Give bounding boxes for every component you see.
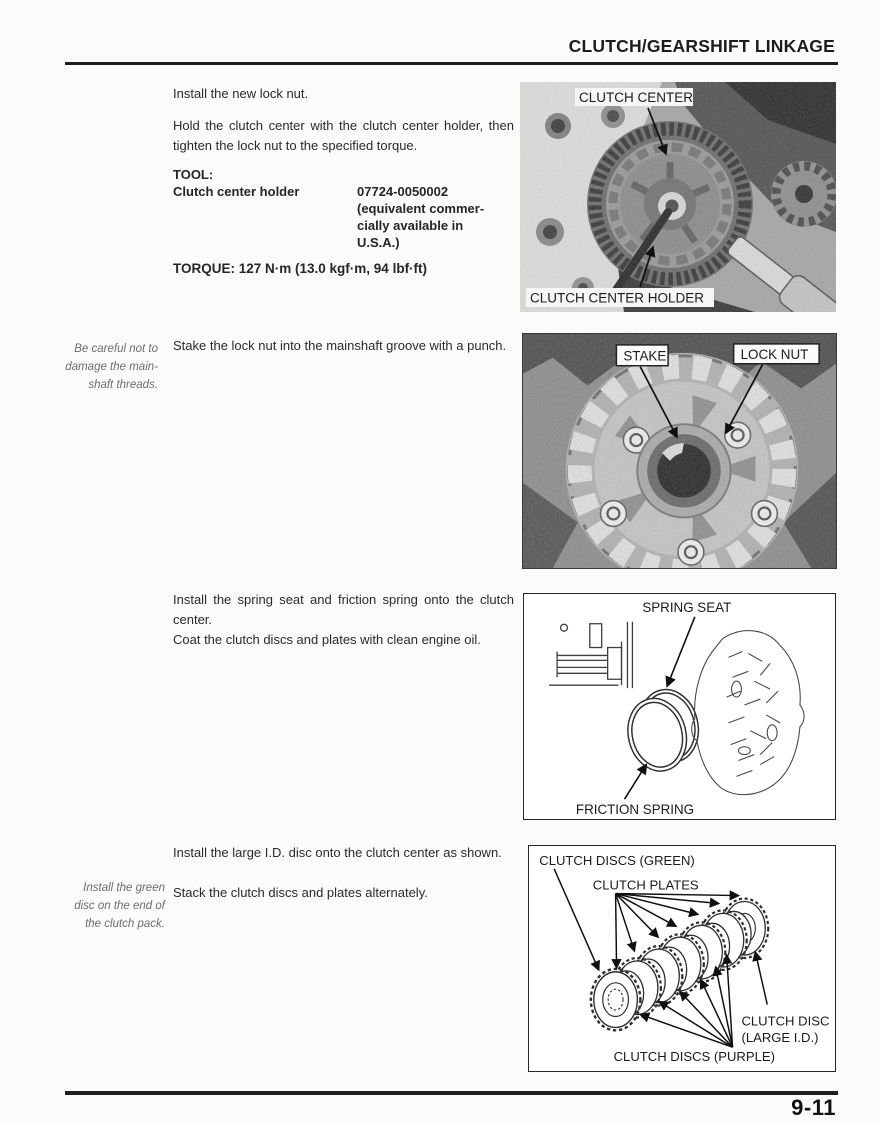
margin-note-line: the clutch pack. [85, 918, 165, 930]
instruction-stake-lock-nut: Stake the lock nut into the mainshaft groove with a punch. [173, 338, 507, 353]
margin-note-line: Be careful not to [74, 343, 158, 355]
label-clutch-disc-large-id: CLUTCH DISC [741, 1013, 830, 1029]
drawing-disc-stack [591, 899, 768, 1031]
tool-number: 07724-0050002 [357, 184, 449, 199]
photo-clutch-assembly [520, 82, 836, 312]
margin-note-green-disc [58, 879, 165, 933]
tool-note-line: U.S.A.) [357, 235, 400, 250]
tool-heading: TOOL: [173, 167, 214, 182]
photo-lock-nut-closeup [523, 334, 836, 568]
figure-clutch-disc-stack-drawing [528, 845, 836, 1072]
figure-stake-lock-nut-photo [522, 333, 837, 569]
margin-note-mainshaft [63, 340, 158, 394]
instruction-install-lock-nut: Install the new lock nut. [173, 86, 309, 101]
figure-spring-seat-drawing [523, 593, 836, 820]
page-title: CLUTCH/GEARSHIFT LINKAGE [568, 36, 835, 56]
label-clutch-center: CLUTCH CENTER [579, 90, 694, 105]
instruction-install-spring-seat: Install the spring seat and friction spring onto the clutch center. [173, 592, 514, 627]
label-spring-seat: SPRING SEAT [642, 599, 732, 615]
margin-note-line: disc on the end of [74, 900, 165, 912]
tool-name: Clutch center holder [173, 184, 300, 199]
tool-note [357, 200, 497, 251]
drawing-mainshaft [549, 622, 632, 688]
tool-note-line: cially available in [357, 218, 464, 233]
margin-note-line: Install the green [83, 882, 165, 894]
instruction-install-large-id-disc: Install the large I.D. disc onto the clutch center as shown. [173, 845, 502, 860]
label-clutch-plates: CLUTCH PLATES [592, 877, 699, 893]
label-friction-spring: FRICTION SPRING [575, 802, 695, 818]
label-clutch-discs-purple: CLUTCH DISCS (PURPLE) [613, 1049, 775, 1065]
callout-arrow-large-id [755, 952, 767, 1005]
margin-note-line: damage the main- [65, 361, 158, 373]
instruction-stack-discs: Stack the clutch discs and plates alternately. [173, 885, 428, 900]
footer-rule [65, 1091, 838, 1095]
instruction-coat-discs: Coat the clutch discs and plates with clean engine oil. [173, 632, 481, 647]
margin-note-line: shaft threads. [88, 379, 158, 391]
page-number: 9-11 [791, 1095, 836, 1120]
tool-note-line: (equivalent commer- [357, 201, 485, 216]
label-lock-nut: LOCK NUT [740, 346, 809, 362]
header-rule [65, 62, 838, 65]
instruction-hold-clutch-center: Hold the clutch center with the clutch center holder, then tighten the lock nut to the specified torque. [173, 118, 514, 153]
figure-clutch-center-holder-photo [520, 82, 836, 312]
torque-spec: TORQUE: 127 N·m (13.0 kgf·m, 94 lbf·ft) [173, 261, 428, 276]
label-clutch-center-holder: CLUTCH CENTER HOLDER [530, 290, 705, 306]
label-clutch-discs-green: CLUTCH DISCS (GREEN) [539, 852, 695, 868]
callout-arrow-friction-spring [624, 764, 646, 799]
callout-arrow-spring-seat [667, 617, 695, 686]
label-clutch-disc-large-id-2: (LARGE I.D.) [741, 1030, 819, 1046]
label-stake: STAKE [623, 348, 667, 364]
drawing-clutch-center-sketch [692, 631, 804, 795]
